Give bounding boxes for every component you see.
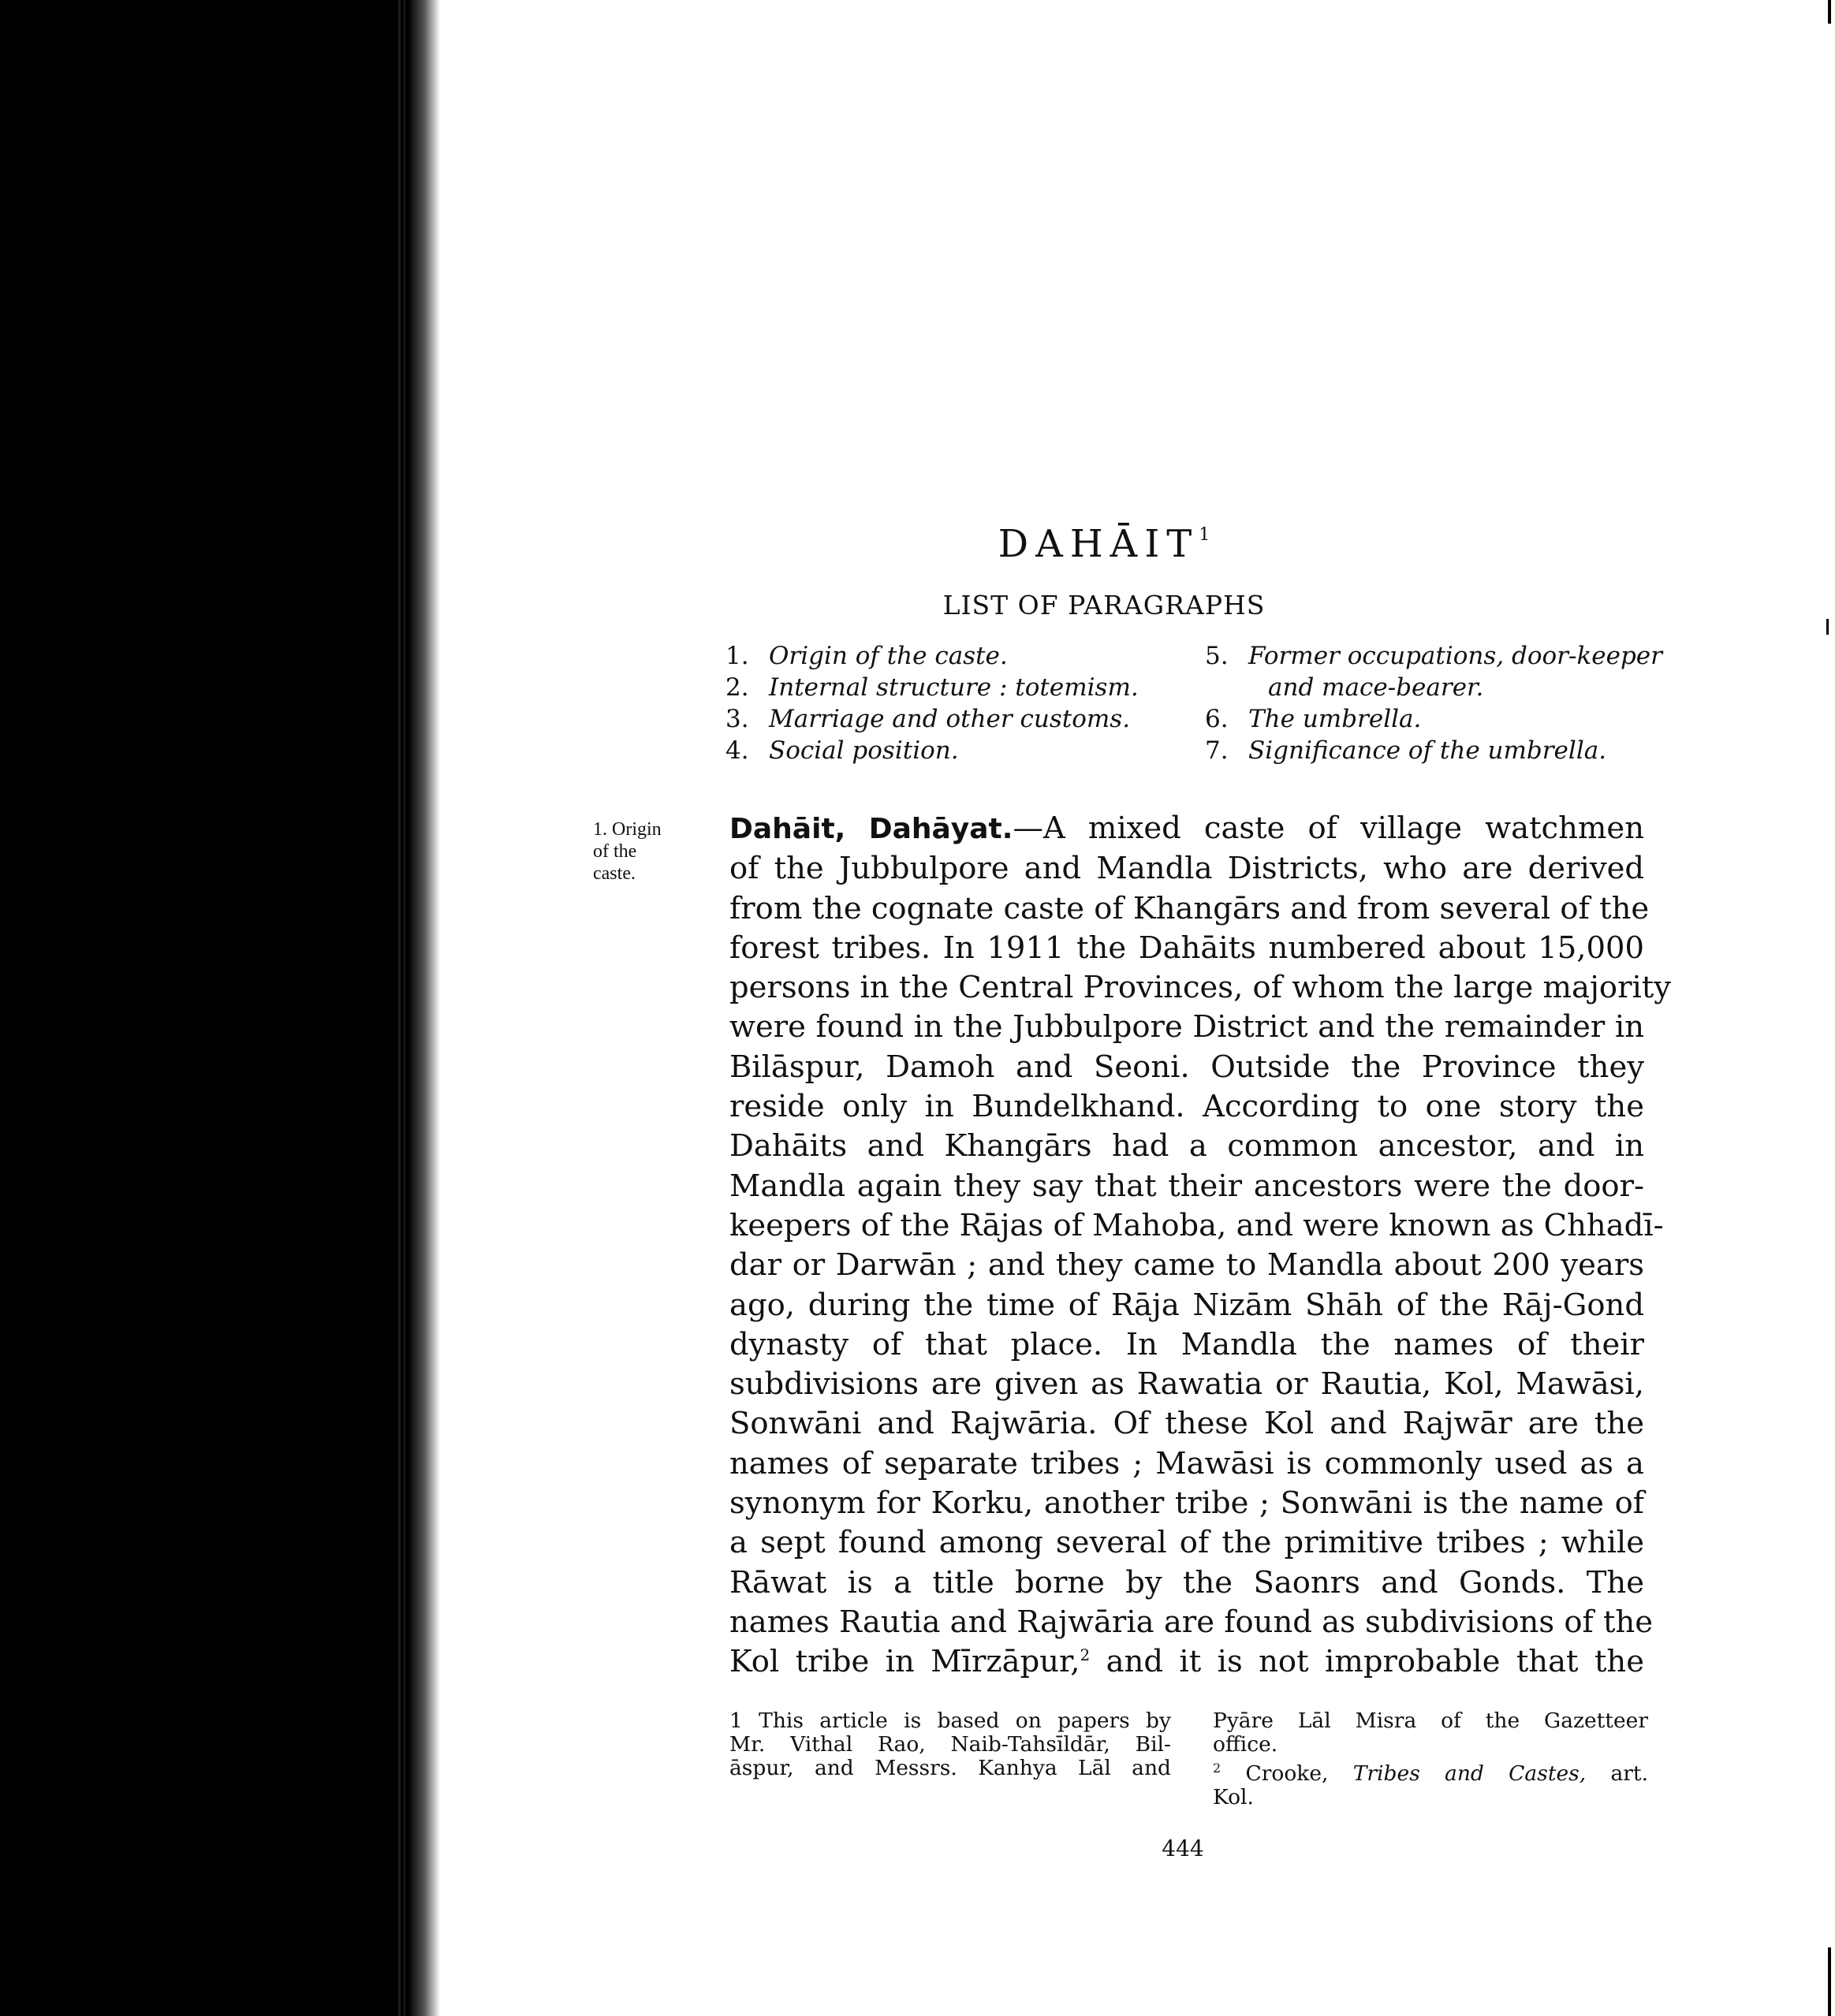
toc-item: 1. Origin of the caste. [725,642,1008,670]
toc-item: 4. Social position. [725,736,959,765]
text-line: Bilāspur, Damoh and Seoni. Outside the Province they [729,1049,1644,1085]
text-line: Mandla again they say that their ancestors were the door- [729,1168,1644,1204]
entry-heading: Dahāit, Dahāyat. [729,813,1013,845]
margin-note: 1. Origin of the caste. [593,819,662,884]
text-line: subdivisions are given as Rawatia or Rautia, Kol, Mawāsi, [729,1366,1644,1403]
page-title: DAHĀIT$^1$ [998,522,1210,567]
text-line: dar or Darwān ; and they came to Mandla about 200 years [729,1247,1644,1284]
text-line: were found in the Jubbulpore District and the remainder in [729,1009,1644,1045]
footnote-mark: 2 [1080,1645,1091,1665]
text-line: names Rautia and Rajwāria are found as subdivisions of the [729,1604,1654,1640]
page-number: 444 [1162,1835,1204,1861]
text-line: Sonwāni and Rajwāria. Of these Kol and Rajwār are the [729,1406,1644,1442]
toc-item: 2. Internal structure : totemism. [725,673,1139,702]
text-line: Rāwat is a title borne by the Saonrs and Gonds. The [729,1564,1644,1601]
text-line: dynasty of that place. In Mandla the names of their [729,1326,1644,1362]
toc-item: 5. Former occupations, door-keeper and mace-bearer. [1205,642,1662,702]
title-footnote-mark: 1 [1199,525,1210,546]
footnote-2: $^2$ Crooke, Tribes and Castes, art. [1213,1761,1648,1786]
toc-left-column [725,640,1199,766]
text-line: Kol tribe in Mīrzāpur,$^2$ and it is not improbable that the [729,1644,1644,1680]
text-line: Dahāits and Khangārs had a common ancestor, and in [729,1128,1644,1165]
text-line: synonym for Korku, another tribe ; Sonwāni is the name of [729,1485,1644,1522]
body-paragraph [729,809,1672,1682]
toc-item: 7. Significance of the umbrella. [1205,736,1607,765]
footnote-1-continued: Pyāre Lāl Misra of the Gazetteer office. $^2$ Crooke, Tribes and Castes, art. Kol. [1213,1709,1648,1809]
text-line: reside only in Bundelkhand. According to one story the [729,1089,1644,1125]
toc-right-column [1205,640,1662,766]
text-line: persons in the Central Provinces, of whom the large majority [729,970,1672,1006]
toc-item: 6. The umbrella. [1205,705,1422,733]
text-line: of the Jubbulpore and Mandla Districts, who are derived [729,851,1644,887]
text-line: forest tribes. In 1911 the Dahāits numbered about 15,000 [729,930,1644,966]
list-of-paragraphs-heading: LIST OF PARAGRAPHS [942,590,1266,620]
text-line: names of separate tribes ; Mawāsi is commonly used as a [729,1445,1644,1481]
toc-item: 3. Marriage and other customs. [725,705,1131,733]
text-line: keepers of the Rājas of Mahoba, and were known as Chhadī- [729,1207,1664,1243]
text-line: Dahāit, Dahāyat.—A mixed caste of village watchmen [729,810,1644,846]
text-line: from the cognate caste of Khangārs and from several of the [729,890,1650,926]
text-line: ago, during the time of Rāja Nizām Shāh of the Rāj-Gond [729,1287,1644,1323]
text-line: a sept found among several of the primitive tribes ; while [729,1525,1644,1561]
footnote-1: 1 This article is based on papers by Mr. Vithal Rao, Naib-Tahsīldār, Bil- āspur, and Messrs. Kanhya Lāl and [729,1709,1171,1780]
